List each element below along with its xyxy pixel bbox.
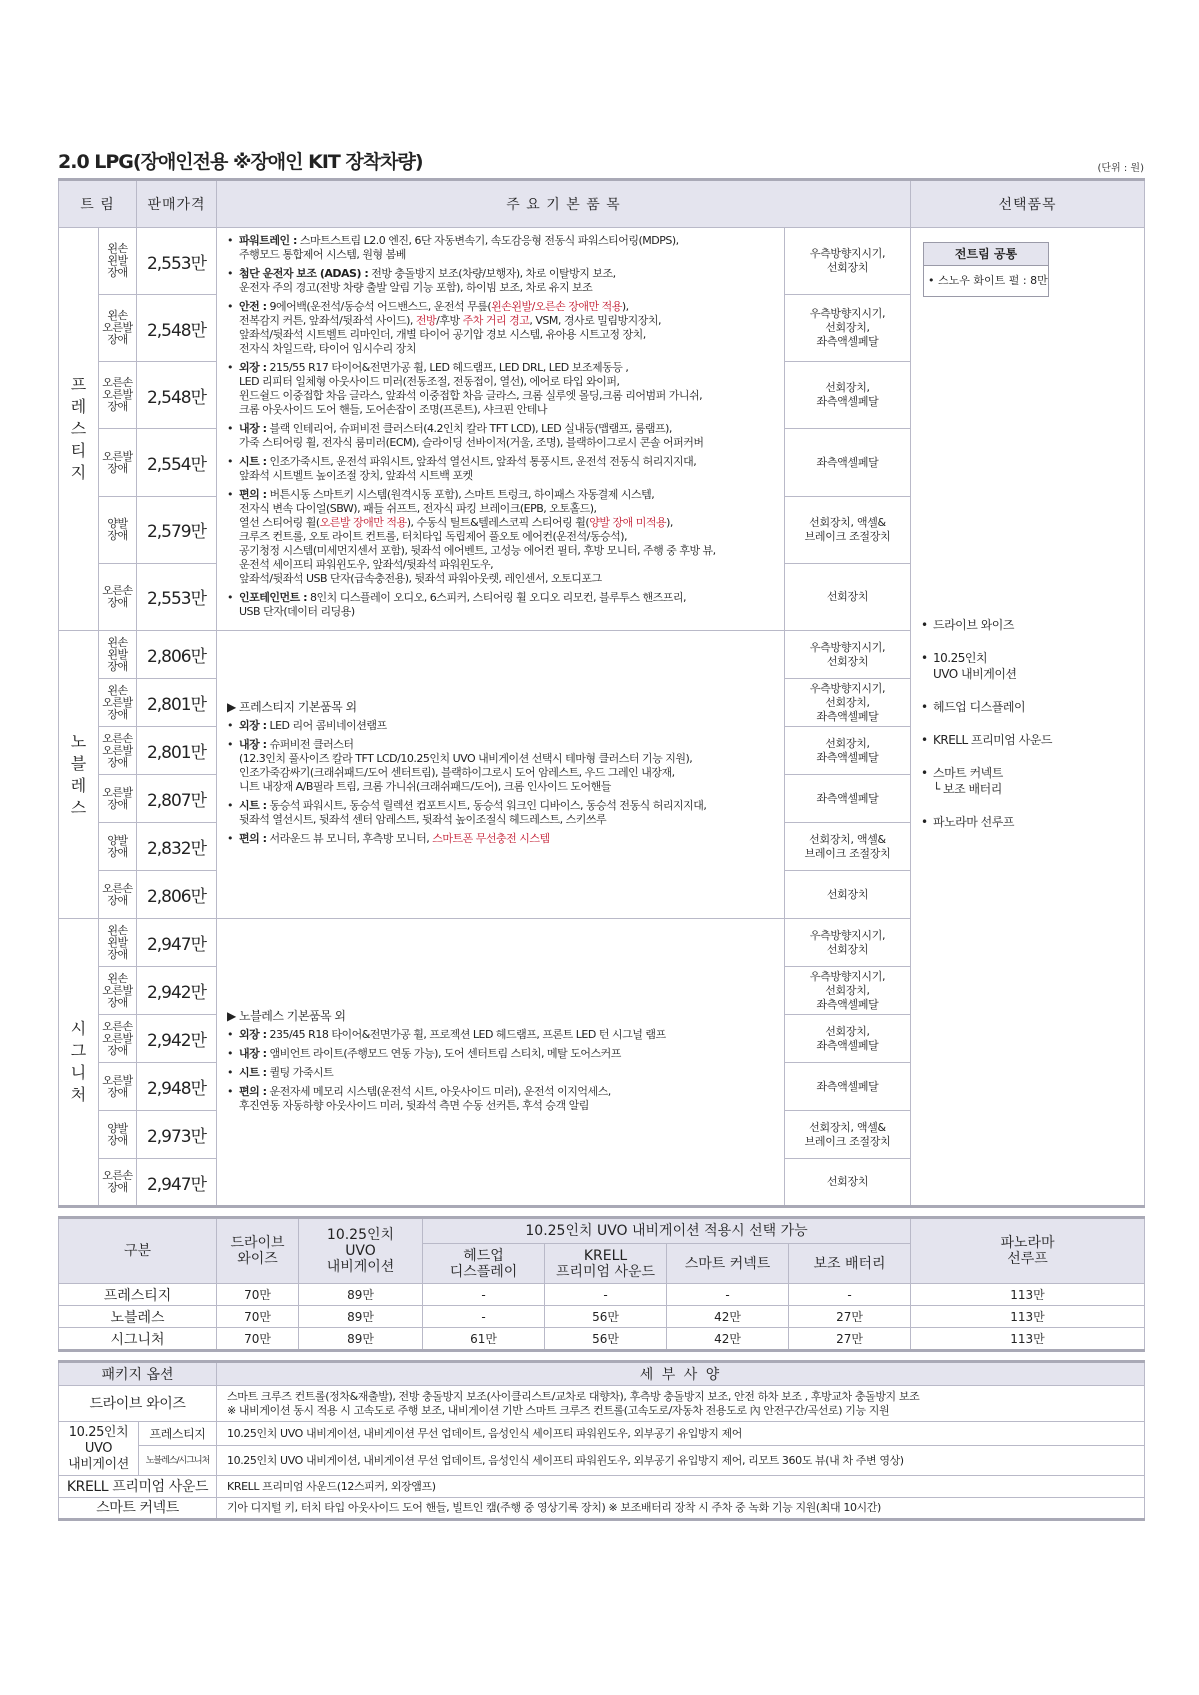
- select-option-item: • 드라이브 와이즈: [921, 617, 1134, 633]
- feature-label: 인포테인먼트 :: [239, 591, 307, 604]
- select-option-item: • 파노라마 선루프: [921, 814, 1134, 830]
- feature-text: 앰비언트 라이트(주행모드 연동 가능), 도어 센터트림 스티치, 메탈 도어스커프: [266, 1046, 621, 1060]
- opt-head-smart: 스마트 커넥트: [667, 1244, 789, 1284]
- feature-text: 슈퍼비전 클러스터 (12.3인치 풀사이즈 칼라 TFT LCD/10.25인치 UVO 내비게이션 선택시 테마형 클러스터 기능 지원), 인조가죽감싸기(크래쉬패드/도어 센터트림), 블랙하이그로시 도어 암레스트, 우드 그레인 내장재, 니트 내장재 A/B필라 트림, 크롬 가니쉬(크래쉬패드/도어), 크롬 인사이드 도어핸들: [239, 738, 693, 793]
- feature-label: 외장 :: [239, 361, 267, 374]
- disability-type: 오른손 장애: [99, 871, 137, 919]
- table-row: [59, 1328, 1145, 1351]
- trim-name: 시 그 니 처: [59, 919, 99, 1207]
- pkg-nav: 10.25인치 UVO 내비게이션: [59, 1422, 139, 1476]
- option-price-cell: 70만: [217, 1306, 299, 1328]
- sale-price: 2,554만: [137, 429, 217, 496]
- feature-text: 215/55 R17 타이어&전면가공 휠, LED 헤드램프, LED DRL, LED 보조제동등 , LED 리피터 일체형 아웃사이드 미러(전동조절, 전동접이, 열선), 에어로 타입 와이퍼, 윈드쉴드 이중접합 차음 글라스, 앞좌석 이중접합 차음 글라스, 크롬 실루엣 몰딩,크롬 리어범퍼 가니쉬, 크롬 아웃사이드 도어 핸들, 도어손잡이 조명(프론트), 샤크핀 안테나: [239, 361, 703, 416]
- disability-type: 오른손 오른발 장애: [99, 727, 137, 775]
- feature-item: [227, 1085, 778, 1113]
- feature-label: 편의 :: [239, 832, 267, 845]
- disability-type: 양발 장애: [99, 496, 137, 563]
- option-price-cell: 89만: [299, 1284, 423, 1306]
- sale-price: 2,548만: [137, 295, 217, 362]
- feature-item: [227, 267, 778, 295]
- common-option-text: 스노우 화이트 펄 : 8만: [938, 274, 1048, 287]
- header-options: 선택품목: [911, 180, 1145, 228]
- disability-type: 왼손 왼발 장애: [99, 228, 137, 295]
- feature-text: , VSM, 경사로 밀림방지장치, 앞좌석/뒷좌석 시트벨트 리마인더, 개별 타이어 공기압 경보 시스템, 유아용 시트고정 장치, 전자식 차일드락, 타이어 임시수리 장치: [239, 314, 661, 355]
- feature-text: 버튼시동 스마트키 시스템(원격시동 포함), 스마트 트렁크, 하이패스 자동결제 시스템, 전자식 변속 다이얼(SBW), 패들 쉬프트, 전자식 파킹 브레이크(EPB, 오토홀드), 열선 스티어링 휠(: [239, 488, 655, 529]
- pkg-nav-prestige-detail: 10.25인치 UVO 내비게이션, 내비게이션 무선 업데이트, 음성인식 세이프티 파워윈도우, 외부공기 유입방지 제어: [217, 1422, 1145, 1446]
- feature-item: [227, 738, 778, 794]
- pkg-smart-connect-detail: 기아 디지털 키, 터치 타입 아웃사이드 도어 핸들, 빌트인 캠(주행 중 영상기록 장치) ※ 보조배터리 장착 시 주차 중 녹화 기능 지원(최대 10시간): [217, 1498, 1145, 1520]
- option-price-cell: -: [667, 1284, 789, 1306]
- disability-type: 양발 장애: [99, 1111, 137, 1159]
- price-page: [58, 148, 1144, 1521]
- feature-label: 시트 :: [239, 1065, 267, 1079]
- feature-sub-heading: ▶ 노블레스 기본품목 외: [227, 1008, 346, 1023]
- feature-text: 9에어백(운전석/동승석 어드밴스드, 운전석 무릎(: [266, 300, 492, 313]
- select-option-item: • 스마트 커넥트 └ 보조 배터리: [921, 765, 1134, 797]
- opt-head-drive-wise: 드라이브 와이즈: [217, 1218, 299, 1284]
- feature-text: ), 전복감지 커튼, 앞좌석/뒷좌석 사이드),: [239, 300, 629, 327]
- feature-label: 편의 :: [239, 488, 267, 501]
- option-price-cell: 56만: [545, 1306, 667, 1328]
- option-price-cell: -: [545, 1284, 667, 1306]
- disability-type: 양발 장애: [99, 823, 137, 871]
- kit-option: 우측방향지시기, 선회장치: [785, 228, 911, 295]
- common-option-title: 전트림 공통: [924, 243, 1048, 266]
- kit-option: 우측방향지시기, 선회장치: [785, 919, 911, 967]
- sale-price: 2,806만: [137, 631, 217, 679]
- select-option-item: • 헤드업 디스플레이: [921, 699, 1134, 715]
- common-option-box: [923, 242, 1049, 297]
- feature-text: 블랙 인테리어, 슈퍼비전 클러스터(4.2인치 칼라 TFT LCD), LED 실내등(맵램프, 룸램프), 가죽 스티어링 휠, 전자식 룸미러(ECM), 슬라이딩 선바이저(거울, 조명), 블랙하이그로시 콘솔 어퍼커버: [239, 422, 704, 449]
- kit-option: 선회장치: [785, 563, 911, 630]
- disability-type: 오른손 장애: [99, 563, 137, 630]
- disability-type: 오른손 오른발 장애: [99, 362, 137, 429]
- kit-option: 우측방향지시기, 선회장치: [785, 631, 911, 679]
- feature-item: [227, 591, 778, 619]
- opt-head-gubun: 구분: [59, 1218, 217, 1284]
- opt-head-battery: 보조 배터리: [789, 1244, 911, 1284]
- table-header-row: [59, 180, 1145, 228]
- opt-head-panorama: 파노라마 선루프: [911, 1218, 1145, 1284]
- pkg-smart-connect: 스마트 커넥트: [59, 1498, 217, 1520]
- trim-label: 프레스티지: [59, 1284, 217, 1306]
- feature-label: 편의 :: [239, 1084, 267, 1098]
- pkg-nav-noblesse: 노블레스/시그니처: [139, 1446, 217, 1476]
- feature-list: [217, 631, 785, 919]
- header-trim: 트 림: [59, 180, 137, 228]
- option-price-cell: 70만: [217, 1284, 299, 1306]
- feature-label: 외장 :: [239, 719, 267, 732]
- sale-price: 2,807만: [137, 775, 217, 823]
- pkg-krell: KRELL 프리미엄 사운드: [59, 1476, 217, 1498]
- feature-text: ), 크루즈 컨트롤, 오토 라이트 컨트롤, 터치타입 독립제어 풀오토 에어컨(운전석/동승석), 공기청정 시스템(미세먼지센서 포함), 뒷좌석 에어벤트, 고성능 에어컨 필터, 후방 모니터, 주행 중 후방 뷰, 운전석 세이프티 파워윈도우, 앞좌석/뒷좌석 파워윈도우, 앞좌석/뒷좌석 USB 단자(급속충전용), 뒷좌석 파워아웃렛, 레인센서, 오토디포그: [239, 516, 716, 585]
- feature-list: [217, 919, 785, 1207]
- trim-label: 노블레스: [59, 1306, 217, 1328]
- disability-type: 왼손 왼발 장애: [99, 631, 137, 679]
- pkg-drive-wise-line1: 스마트 크루즈 컨트롤(정차&재출발), 전방 충돌방지 보조(사이클리스트/교차로 대향차), 후측방 충돌방지 보조, 안전 하차 보조 , 후방교차 충돌방지 보조: [227, 1389, 920, 1403]
- disability-type: 왼손 오른발 장애: [99, 295, 137, 362]
- sale-price: 2,553만: [137, 563, 217, 630]
- feature-item: [227, 488, 778, 586]
- option-price-cell: 27만: [789, 1328, 911, 1351]
- pkg-head-detail: 세 부 사 양: [217, 1362, 1145, 1386]
- table-row: [59, 1284, 1145, 1306]
- option-price-cell: 113만: [911, 1306, 1145, 1328]
- disability-type: 왼손 왼발 장애: [99, 919, 137, 967]
- sale-price: 2,942만: [137, 1015, 217, 1063]
- feature-list: [217, 228, 785, 631]
- trim-price-table: [58, 178, 1145, 1208]
- opt-head-group: 10.25인치 UVO 내비게이션 적용시 선택 가능: [423, 1218, 911, 1244]
- sale-price: 2,947만: [137, 1159, 217, 1207]
- sale-price: 2,832만: [137, 823, 217, 871]
- feature-label: 안전 :: [239, 300, 267, 313]
- disability-type: 오른발 장애: [99, 429, 137, 496]
- option-price-cell: 89만: [299, 1328, 423, 1351]
- pkg-nav-noblesse-detail: 10.25인치 UVO 내비게이션, 내비게이션 무선 업데이트, 음성인식 세이프티 파워윈도우, 외부공기 유입방지 제어, 리모트 360도 뷰(내 차 주변 영상): [217, 1446, 1145, 1476]
- kit-option: 선회장치, 좌측액셀페달: [785, 1015, 911, 1063]
- feature-text: LED 리어 콤비네이션램프: [266, 719, 387, 732]
- feature-highlight: 양발 장애 미적용: [589, 516, 667, 529]
- feature-text: 전방 충돌방지 보조(차량/보행자), 차로 이탈방지 보조, 운전자 주의 경고(전방 차량 출발 알림 기능 포함), 하이빔 보조, 차로 유지 보조: [239, 267, 616, 294]
- kit-option: 우측방향지시기, 선회장치, 좌측액셀페달: [785, 295, 911, 362]
- feature-item: [227, 234, 778, 262]
- option-price-cell: 42만: [667, 1328, 789, 1351]
- feature-label: 내장 :: [239, 422, 267, 435]
- pkg-krell-detail: KRELL 프리미엄 사운드(12스피커, 외장앰프): [217, 1476, 1145, 1498]
- sale-price: 2,942만: [137, 967, 217, 1015]
- feature-text: 퀼팅 가죽시트: [266, 1065, 334, 1079]
- kit-option: 선회장치, 액셀& 브레이크 조절장치: [785, 496, 911, 563]
- sale-price: 2,806만: [137, 871, 217, 919]
- disability-type: 왼손 오른발 장애: [99, 967, 137, 1015]
- feature-text: 인조가죽시트, 운전석 파워시트, 앞좌석 열선시트, 앞좌석 통풍시트, 운전석 전동식 허리지지대, 앞좌석 시트벨트 높이조절 장치, 앞좌석 시트백 포켓: [239, 455, 697, 482]
- kit-option: 선회장치: [785, 871, 911, 919]
- trim-name: 프 레 스 티 지: [59, 228, 99, 631]
- feature-item: [227, 422, 778, 450]
- option-price-table: [58, 1216, 1145, 1352]
- header-features: 주 요 기 본 품 목: [217, 180, 911, 228]
- header-price: 판매가격: [137, 180, 217, 228]
- kit-option: 선회장치, 좌측액셀페달: [785, 727, 911, 775]
- disability-type: 오른발 장애: [99, 775, 137, 823]
- feature-item: [227, 300, 778, 356]
- disability-type: 오른손 장애: [99, 1159, 137, 1207]
- unit-note: (단위 : 원): [1097, 163, 1144, 174]
- title-row: [58, 148, 1144, 174]
- feature-item: [227, 832, 778, 846]
- option-price-cell: 27만: [789, 1306, 911, 1328]
- feature-highlight: 오른발 장애만 적용: [319, 516, 407, 529]
- kit-option: 우측방향지시기, 선회장치, 좌측액셀페달: [785, 967, 911, 1015]
- option-price-cell: 70만: [217, 1328, 299, 1351]
- option-price-cell: 61만: [423, 1328, 545, 1351]
- feature-label: 외장 :: [239, 1027, 267, 1041]
- kit-option: 선회장치: [785, 1159, 911, 1207]
- feature-item: [227, 1066, 778, 1080]
- kit-option: 좌측액셀페달: [785, 1063, 911, 1111]
- feature-highlight: 스마트폰 무선충전 시스템: [432, 832, 550, 845]
- disability-type: 오른발 장애: [99, 1063, 137, 1111]
- option-price-cell: 113만: [911, 1284, 1145, 1306]
- select-option-item: • 10.25인치 UVO 내비게이션: [921, 650, 1134, 682]
- feature-item: [227, 1028, 778, 1042]
- feature-label: 내장 :: [239, 1046, 267, 1060]
- package-table: [58, 1360, 1145, 1521]
- opt-head-nav: 10.25인치 UVO 내비게이션: [299, 1218, 423, 1284]
- option-price-cell: -: [789, 1284, 911, 1306]
- feature-highlight: 전방: [415, 314, 437, 327]
- pkg-drive-wise-detail: [217, 1386, 1145, 1422]
- disability-type: 왼손 오른발 장애: [99, 679, 137, 727]
- option-column: [911, 228, 1145, 1207]
- trim-name: 노 블 레 스: [59, 631, 99, 919]
- sale-price: 2,948만: [137, 1063, 217, 1111]
- option-price-cell: 42만: [667, 1306, 789, 1328]
- page-title: 2.0 LPG(장애인전용 ※장애인 KIT 장착차량): [58, 151, 423, 173]
- option-price-cell: -: [423, 1284, 545, 1306]
- feature-highlight: 왼손왼발/오른손 장애만 적용: [491, 300, 622, 313]
- sale-price: 2,973만: [137, 1111, 217, 1159]
- feature-text: /후방: [436, 314, 463, 327]
- feature-label: 내장 :: [239, 738, 267, 751]
- sale-price: 2,579만: [137, 496, 217, 563]
- opt-head-krell: KRELL 프리미엄 사운드: [545, 1244, 667, 1284]
- kit-option: 선회장치, 액셀& 브레이크 조절장치: [785, 1111, 911, 1159]
- feature-text: 스마트스트림 L2.0 엔진, 6단 자동변속기, 속도감응형 전동식 파워스티어링(MDPS), 주행모드 통합제어 시스템, 원형 봄베: [239, 234, 679, 261]
- opt-head-hud: 헤드업 디스플레이: [423, 1244, 545, 1284]
- feature-text: 서라운드 뷰 모니터, 후측방 모니터,: [266, 832, 433, 845]
- feature-text: 동승석 파워시트, 동승석 릴렉션 컴포트시트, 동승석 워크인 디바이스, 동승석 전동식 허리지지대, 뒷좌석 열선시트, 뒷좌석 센터 암레스트, 뒷좌석 높이조절식 헤드레스트, 스키쓰루: [239, 799, 707, 826]
- select-option-item: • KRELL 프리미엄 사운드: [921, 732, 1134, 748]
- feature-item: [227, 1047, 778, 1061]
- sale-price: 2,548만: [137, 362, 217, 429]
- option-price-cell: 56만: [545, 1328, 667, 1351]
- pkg-nav-prestige: 프레스티지: [139, 1422, 217, 1446]
- table-row: [59, 1306, 1145, 1328]
- option-price-cell: 89만: [299, 1306, 423, 1328]
- sale-price: 2,553만: [137, 228, 217, 295]
- feature-label: 파워트레인 :: [239, 234, 297, 247]
- pkg-head-name: 패키지 옵션: [59, 1362, 217, 1386]
- feature-highlight: 주차 거리 경고: [462, 314, 530, 327]
- disability-type: 오른손 오른발 장애: [99, 1015, 137, 1063]
- trim-label: 시그니처: [59, 1328, 217, 1351]
- kit-option: 우측방향지시기, 선회장치, 좌측액셀페달: [785, 679, 911, 727]
- feature-label: 시트 :: [239, 799, 267, 812]
- option-price-cell: -: [423, 1306, 545, 1328]
- pkg-drive-wise: 드라이브 와이즈: [59, 1386, 217, 1422]
- feature-text: ), 수동식 틸트&텔레스코픽 스티어링 휠(: [406, 516, 590, 529]
- sale-price: 2,947만: [137, 919, 217, 967]
- feature-label: 시트 :: [239, 455, 267, 468]
- kit-option: 좌측액셀페달: [785, 429, 911, 496]
- feature-item: [227, 799, 778, 827]
- feature-item: [227, 455, 778, 483]
- feature-sub-heading: ▶ 프레스티지 기본품목 외: [227, 700, 357, 714]
- feature-text: 235/45 R18 타이어&전면가공 휠, 프로젝션 LED 헤드램프, 프론트 LED 턴 시그널 램프: [266, 1027, 666, 1041]
- pkg-drive-wise-line2: ※ 내비게이션 동시 적용 시 고속도로 주행 보조, 내비게이션 기반 스마트 크루즈 컨트롤(고속도로/자동차 전용도로 內 안전구간/곡선로) 기능 지원: [227, 1403, 890, 1417]
- option-price-cell: 113만: [911, 1328, 1145, 1351]
- kit-option: 선회장치, 액셀& 브레이크 조절장치: [785, 823, 911, 871]
- feature-item: [227, 719, 778, 733]
- feature-text: 운전자세 메모리 시스템(운전석 시트, 아웃사이드 미러), 운전석 이지억세스, 후진연동 자동하향 아웃사이드 미러, 뒷좌석 측면 수동 선커튼, 후석 승객 알림: [239, 1084, 611, 1112]
- feature-text: 8인치 디스플레이 오디오, 6스피커, 스티어링 휠 오디오 리모컨, 블루투스 핸즈프리, USB 단자(데이터 리딩용): [239, 591, 686, 618]
- table-row: [59, 228, 1145, 295]
- sale-price: 2,801만: [137, 679, 217, 727]
- feature-item: [227, 361, 778, 417]
- kit-option: 선회장치, 좌측액셀페달: [785, 362, 911, 429]
- feature-label: 첨단 운전자 보조 (ADAS) :: [239, 267, 369, 280]
- common-option-item: • 스노우 화이트 펄 : 8만: [928, 274, 1048, 287]
- sale-price: 2,801만: [137, 727, 217, 775]
- kit-option: 좌측액셀페달: [785, 775, 911, 823]
